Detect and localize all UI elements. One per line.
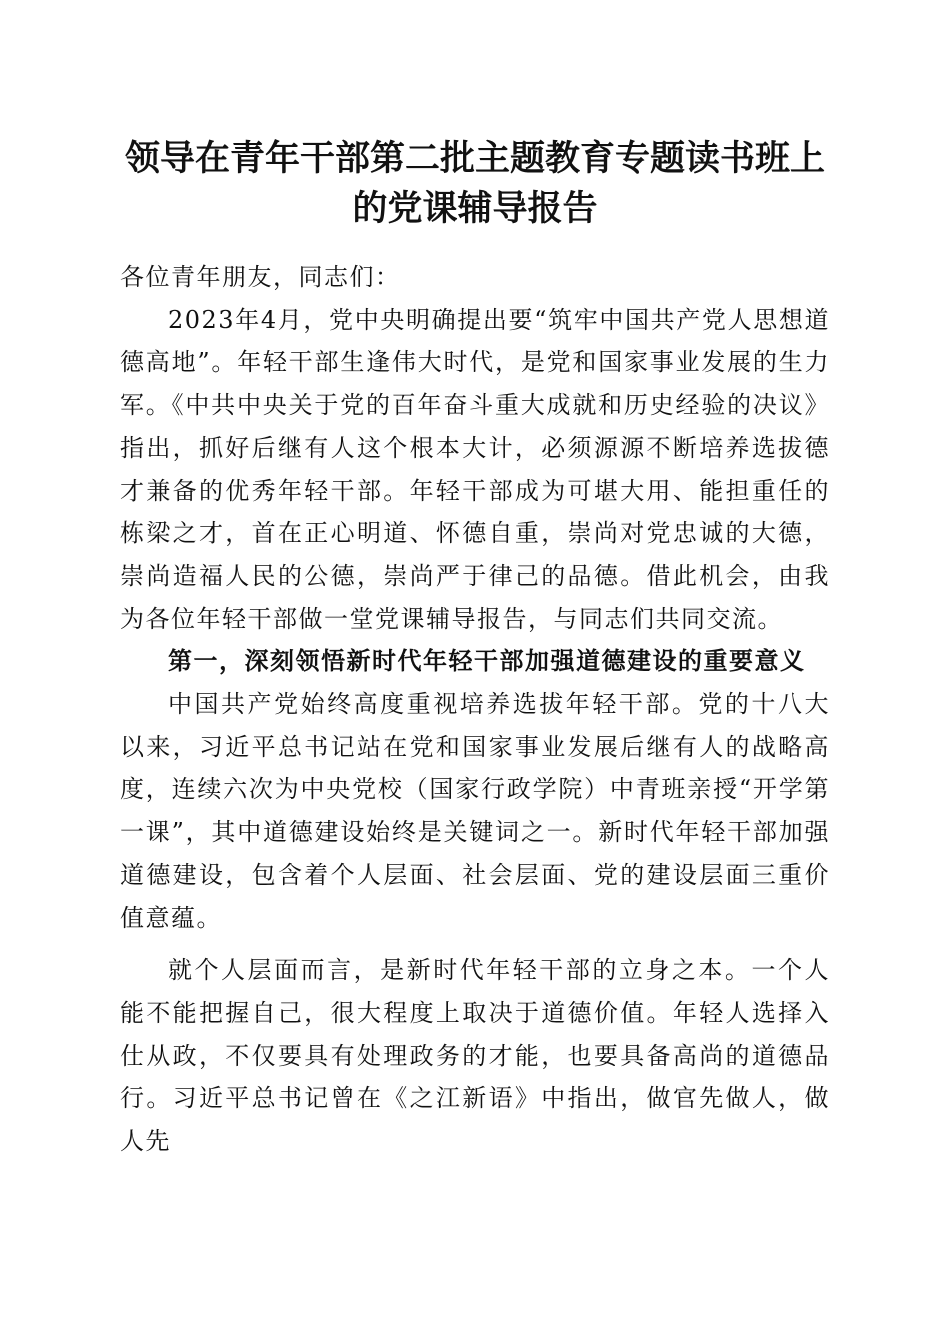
paragraph-intro: 2023年4月，党中央明确提出要“筑牢中国共产党人思想道德高地”。年轻干部生逢伟大时代，是党和国家事业发展的生力军。《中共中央关于党的百年奋斗重大成就和历史经验的决议》指出，抓好后继有人这个根本大计，必须源源不断培养选拔德才兼备的优秀年轻干部。年轻干部成为可堪大用、能担重任的栋梁之才，首在正心明道、怀德自重，崇尚对党忠诚的大德，崇尚造福人民的公德，崇尚严于律己的品德。借此机会，由我为各位年轻干部做一堂党课辅导报告，与同志们共同交流。 xyxy=(120,305,830,633)
paragraph-individual-level: 就个人层面而言，是新时代年轻干部的立身之本。一个人能不能把握自己，很大程度上取决于道德价值。年轻人选择入仕从政，不仅要具有处理政务的才能，也要具备高尚的道德品行。习近平总书记曾在《之江新语》中指出，做官先做人，做人先 xyxy=(120,956,830,1156)
title-line-1: 领导在青年干部第二批主题教育专题读书班上 xyxy=(124,138,825,179)
section-heading-1: 第一，深刻领悟新时代年轻干部加强道德建设的重要意义 xyxy=(168,646,806,676)
salutation: 各位青年朋友，同志们： xyxy=(120,263,401,291)
paragraph-section-1: 中国共产党始终高度重视培养选拔年轻干部。党的十八大以来，习近平总书记站在党和国家事业发展后继有人的战略高度，连续六次为中央党校（国家行政学院）中青班亲授“开学第一课”，其中道德建设始终是关键词之一。新时代年轻干部加强道德建设，包含着个人层面、社会层面、党的建设层面三重价值意蕴。 xyxy=(120,690,830,932)
document-body xyxy=(120,256,830,1163)
document-title xyxy=(100,134,850,234)
title-line-2: 的党课辅导报告 xyxy=(352,188,598,229)
